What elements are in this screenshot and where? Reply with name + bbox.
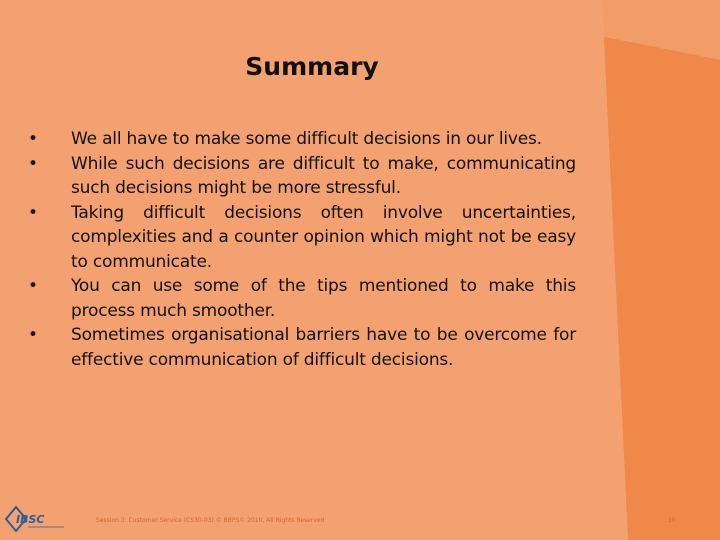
bullet-item: • Sometimes organisational barriers have to be overcome for effective communication of difficult decisions. xyxy=(28,323,576,372)
bullet-item: • We all have to make some difficult decisions in our lives. xyxy=(28,127,576,152)
bullet-item: • Taking difficult decisions often involve uncertainties, complexities and a counter opinion which might not be easy to communicate. xyxy=(28,201,576,275)
page-number: 10 xyxy=(668,517,676,524)
bullet-item: • You can use some of the tips mentioned to make this process much smoother. xyxy=(28,274,576,323)
bullet-list xyxy=(28,127,576,372)
logo xyxy=(4,505,66,533)
logo-text: IBSC xyxy=(16,513,45,526)
footer-text: Session 3: Customer Service (CS30-03) © BBPS© 2010, All Rights Reserved xyxy=(96,517,325,524)
bullet-item: • While such decisions are difficult to make, communicating such decisions might be more stressful. xyxy=(28,152,576,201)
slide-title: Summary xyxy=(245,52,379,81)
